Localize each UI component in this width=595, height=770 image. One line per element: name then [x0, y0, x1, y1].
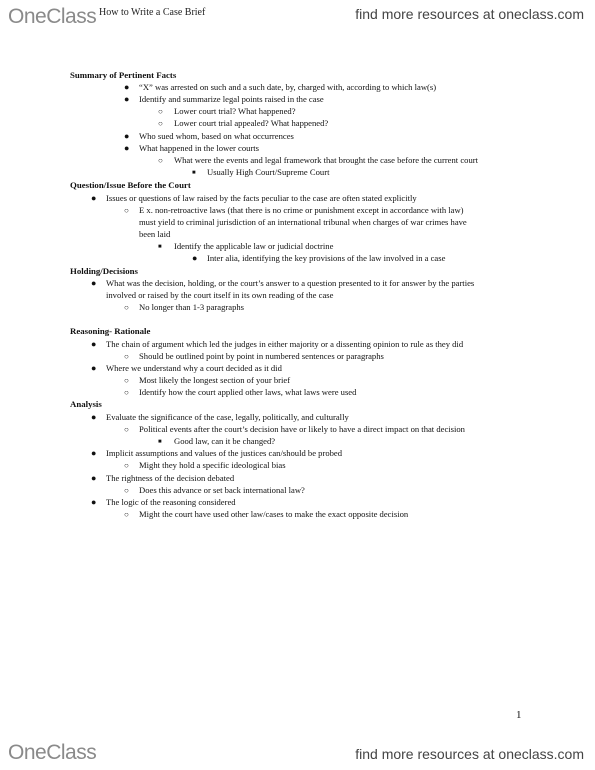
list-item: Who sued whom, based on what occurrences: [139, 131, 294, 141]
find-resources-link[interactable]: find more resources at oneclass.com: [355, 6, 584, 22]
list-item: Inter alia, identifying the key provisions of the law involved in a case: [207, 253, 446, 263]
list-item: Identify how the court applied other laws, what laws were used: [139, 387, 357, 397]
list-item: Most likely the longest section of your brief: [139, 375, 291, 385]
list-item: What were the events and legal framework that brought the case before the current court: [174, 155, 478, 165]
list-item: No longer than 1-3 paragraphs: [139, 302, 245, 312]
oneclass-logo[interactable]: OneClass: [8, 5, 97, 28]
page-number: 1: [516, 709, 522, 721]
bullet-disc-icon: ●: [124, 94, 130, 104]
bullet-square-icon: ■: [158, 439, 162, 445]
list-item: The chain of argument which led the judges in either majority or a dissenting opinion to rule as they did: [106, 339, 464, 349]
list-item: Does this advance or set back international law?: [139, 485, 305, 495]
list-item: The logic of the reasoning considered: [106, 497, 236, 507]
list-item: Identify the applicable law or judicial doctrine: [174, 241, 334, 251]
bullet-disc-icon: ●: [91, 412, 97, 422]
list-item: Issues or questions of law raised by the facts peculiar to the case are often stated explicitly: [106, 193, 417, 203]
list-item: Usually High Court/Supreme Court: [207, 167, 330, 177]
list-item: Might the court have used other law/cases to make the exact opposite decision: [139, 509, 409, 519]
bullet-square-icon: ■: [158, 244, 162, 250]
list-item: Evaluate the significance of the case, legally, politically, and culturally: [106, 412, 349, 422]
bullet-disc-icon: ●: [91, 339, 97, 349]
bullet-circle-icon: ○: [158, 107, 163, 116]
list-item-continuation: been laid: [139, 229, 171, 239]
bullet-disc-icon: ●: [124, 131, 130, 141]
section-heading-holding: Holding/Decisions: [70, 266, 138, 276]
bullet-circle-icon: ○: [158, 156, 163, 165]
section-heading-summary: Summary of Pertinent Facts: [70, 70, 177, 80]
bullet-circle-icon: ○: [124, 461, 129, 470]
list-item: Implicit assumptions and values of the justices can/should be probed: [106, 448, 343, 458]
bullet-circle-icon: ○: [124, 486, 129, 495]
bullet-circle-icon: ○: [124, 352, 129, 361]
bullet-disc-icon: ●: [192, 253, 198, 263]
list-item: Political events after the court’s decision have or likely to have a direct impact on that decision: [139, 424, 465, 434]
list-item: What was the decision, holding, or the court’s answer to a question presented to it for answer by the parties: [106, 278, 475, 288]
section-heading-question: Question/Issue Before the Court: [70, 180, 191, 190]
bullet-disc-icon: ●: [91, 448, 97, 458]
bullet-disc-icon: ●: [91, 497, 97, 507]
list-item: Lower court trial appealed? What happened?: [174, 118, 329, 128]
list-item: Should be outlined point by point in numbered sentences or paragraphs: [139, 351, 384, 361]
oneclass-logo-footer[interactable]: OneClass: [8, 741, 97, 764]
list-item: Where we understand why a court decided as it did: [106, 363, 282, 373]
list-item: Identify and summarize legal points raised in the case: [139, 94, 324, 104]
bullet-circle-icon: ○: [124, 388, 129, 397]
section-heading-analysis: Analysis: [70, 399, 102, 409]
list-item: “X” was arrested on such and a such date, by, charged with, according to which law(s): [139, 82, 437, 92]
bullet-disc-icon: ●: [91, 363, 97, 373]
find-resources-link-footer[interactable]: find more resources at oneclass.com: [355, 746, 584, 762]
page-header: [0, 0, 595, 30]
bullet-square-icon: ■: [192, 170, 196, 176]
list-item: Lower court trial? What happened?: [174, 106, 296, 116]
bullet-circle-icon: ○: [124, 510, 129, 519]
bullet-circle-icon: ○: [124, 206, 129, 215]
list-item: The rightness of the decision debated: [106, 473, 235, 483]
bullet-circle-icon: ○: [158, 119, 163, 128]
bullet-disc-icon: ●: [91, 473, 97, 483]
list-item-continuation: involved or raised by the court itself in its own reading of the case: [106, 290, 334, 300]
section-heading-reasoning: Reasoning- Rationale: [70, 326, 151, 336]
bullet-circle-icon: ○: [124, 303, 129, 312]
list-item-continuation: must yield to criminal jurisdiction of an international tribunal when charges of war crimes have: [139, 217, 467, 227]
bullet-circle-icon: ○: [124, 376, 129, 385]
list-item: Might they hold a specific ideological bias: [139, 460, 286, 470]
list-item: E x. non-retroactive laws (that there is no crime or punishment except in accordance with law): [139, 205, 464, 215]
bullet-disc-icon: ●: [91, 278, 97, 288]
bullet-disc-icon: ●: [91, 193, 97, 203]
list-item: What happened in the lower courts: [139, 143, 260, 153]
document-title: How to Write a Case Brief: [99, 7, 206, 18]
list-item: Good law, can it be changed?: [174, 436, 276, 446]
bullet-disc-icon: ●: [124, 82, 130, 92]
bullet-disc-icon: ●: [124, 143, 130, 153]
bullet-circle-icon: ○: [124, 425, 129, 434]
